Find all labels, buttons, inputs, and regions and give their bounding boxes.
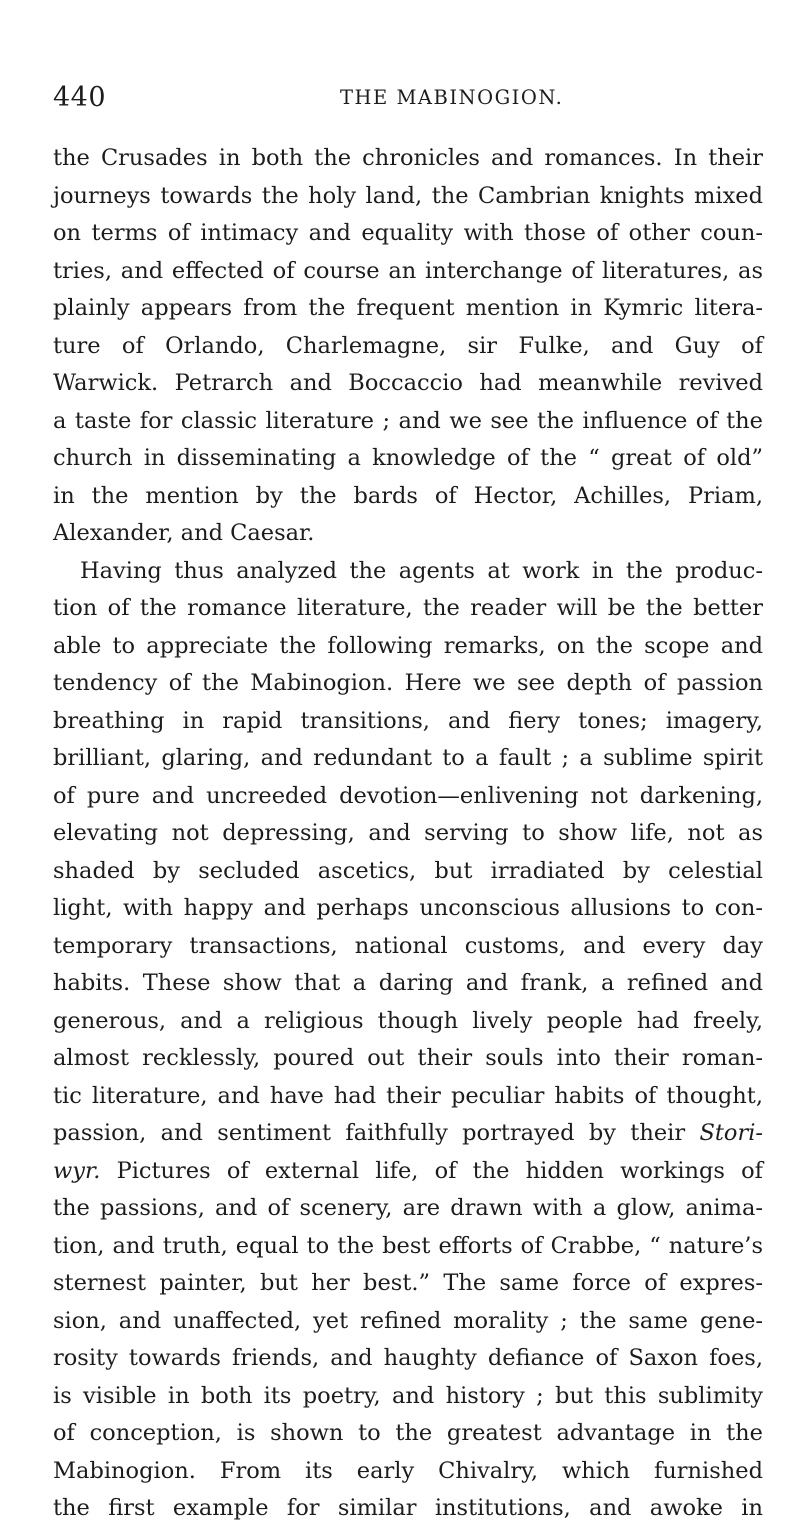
text-line: church in disseminating a knowledge of the “ great of old” [53, 445, 763, 471]
text-line: elevating not depressing, and serving to show life, not as [53, 820, 763, 846]
text-line: Mabinogion. From its early Chivalry, which furnished [53, 1457, 763, 1484]
text-line: of conception, is shown to the greatest advantage in the [53, 1420, 763, 1446]
text-line: the Crusades in both the chronicles and romances. In their [53, 145, 763, 171]
text-line: habits. These show that a daring and frank, a refined and [53, 970, 763, 996]
text-line: ture of Orlando, Charlemagne, sir Fulke, and Guy of [53, 332, 763, 359]
italic-word: Stori- [699, 1120, 763, 1146]
text-line: Alexander, and Caesar. [53, 520, 315, 546]
text-line: plainly appears from the frequent mention in Kymric litera- [53, 295, 763, 321]
text-segment: passion, and sentiment faithfully portrayed by their [53, 1120, 686, 1146]
text-line: tion, and truth, equal to the best efforts of Crabbe, “ nature’s [53, 1232, 763, 1259]
text-line: brilliant, glaring, and redundant to a fault ; a sublime spirit [53, 745, 763, 771]
text-line: sternest painter, but her best.” The same force of expres- [53, 1270, 763, 1296]
text-line: temporary transactions, national customs, and every day [53, 932, 763, 959]
italic-word: wyr. [53, 1157, 101, 1184]
running-title: THE MABINOGION. [340, 86, 564, 109]
paragraph-start-line: Having thus analyzed the agents at work in the produc- [80, 557, 763, 584]
text-line: the first example for similar institutions, and awoke in [53, 1495, 763, 1521]
text-line: tic literature, and have had their peculiar habits of thought, [53, 1082, 763, 1109]
text-line: able to appreciate the following remarks, on the scope and [53, 632, 763, 659]
text-line [53, 1115, 763, 1153]
text-line: tendency of the Mabinogion. Here we see depth of passion [53, 670, 763, 696]
text-line: rosity towards friends, and haughty defiance of Saxon foes, [53, 1345, 763, 1371]
text-line: sion, and unaffected, yet refined morality ; the same gene- [53, 1307, 763, 1334]
text-line: tion of the romance literature, the reader will be the better [53, 595, 763, 621]
page-header [53, 82, 753, 126]
page-number: 440 [53, 82, 107, 113]
text-line: in the mention by the bards of Hector, Achilles, Priam, [53, 482, 763, 509]
text-line: generous, and a religious though lively people had freely, [53, 1007, 763, 1034]
text-line: tries, and effected of course an interchange of literatures, as [53, 257, 763, 284]
text-line: is visible in both its poetry, and history ; but this sublimity [53, 1382, 763, 1409]
text-line: breathing in rapid transitions, and fiery tones; imagery, [53, 707, 763, 734]
text-line: shaded by secluded ascetics, but irradiated by celestial [53, 857, 763, 884]
text-line: Warwick. Petrarch and Boccaccio had meanwhile revived [53, 370, 763, 396]
text-line: almost recklessly, poured out their souls into their roman- [53, 1045, 763, 1071]
text-line [53, 1153, 763, 1191]
text-line: journeys towards the holy land, the Cambrian knights mixed [53, 182, 763, 209]
text-line: a taste for classic literature ; and we see the influence of the [53, 407, 763, 434]
text-line: the passions, and of scenery, are drawn with a glow, anima- [53, 1195, 763, 1221]
text-line: light, with happy and perhaps unconscious allusions to con- [53, 895, 763, 921]
text-line: of pure and uncreeded devotion—enlivening not darkening, [53, 782, 763, 809]
text-line: on terms of intimacy and equality with those of other coun- [53, 220, 763, 246]
text-segment: Pictures of external life, of the hidden workings of [116, 1157, 763, 1184]
body-text [53, 140, 763, 1528]
